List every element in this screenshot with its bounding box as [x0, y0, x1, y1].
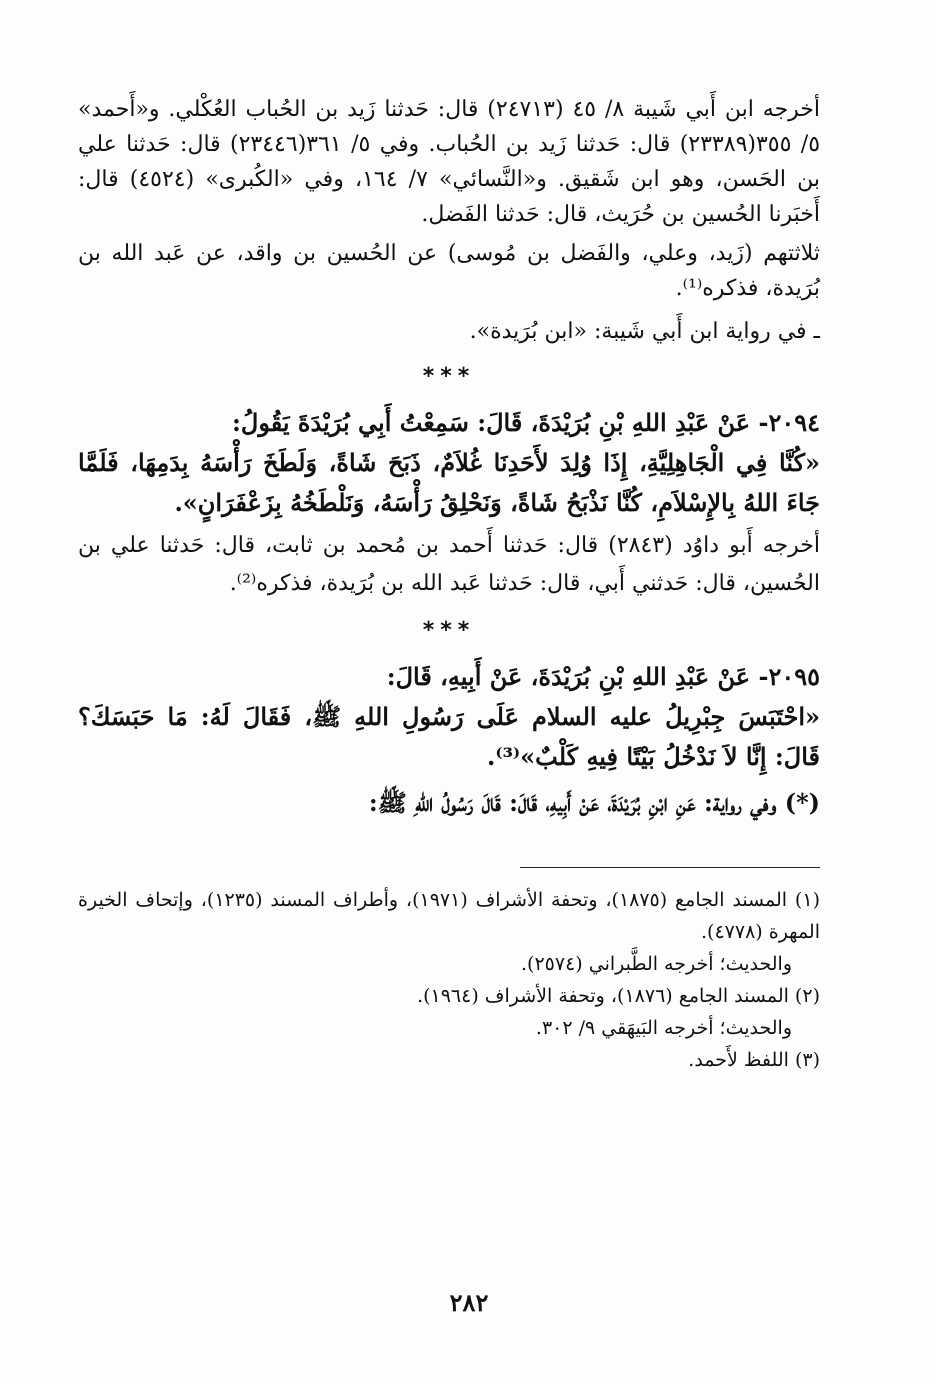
section-separator: *** — [422, 618, 476, 643]
hadith-2095 — [78, 657, 820, 823]
section-separator: *** — [422, 364, 476, 389]
footnote-divider — [520, 867, 820, 868]
narrators-paragraph: ثلاثتهم (زَيد، وعلي، والفَضل بن مُوسى) عن الحُسين بن واقد، عن عَبد الله بن بُرَيدة، فذكره⁽¹⁾. — [78, 241, 820, 301]
takhrij-paragraph: أخرجه ابن أَبي شَيبة ٨/ ٤٥ (٢٤٧١٣) قال: حَدثنا زَيد بن الحُباب العُكْلي. و«أَحمد» ٥/ ٣٥٥(٢٣٣٨٩) قال: حَدثنا زَيد بن الحُباب. وفي ٥/ ٣٦١(٢٣٤٤٦) قال: حَدثنا علي بن الحَسن، وهو ابن شَقيق. و«النَّسائي» ٧/ ١٦٤، وفي «الكُبرى» (٤٥٢٤) قال: أَخبَرنا الحُسين بن حُرَيث، قال: حَدثنا الفَضل. — [78, 97, 821, 227]
footnote: (١) المسند الجامع (١٨٧٥)، وتحفة الأشراف (١٩٧١)، وأطراف المسند (١٢٣٥)، وإتحاف الخيرة المهرة (٤٧٧٨). — [78, 889, 820, 943]
hadith-lead: ٢٠٩٥- عَنْ عَبْدِ اللهِ بْنِ بُرَيْدَةَ، عَنْ أَبِيهِ، قَالَ: — [386, 662, 820, 691]
hadith-text: «كُنَّا فِي الْجَاهِلِيَّةِ، إِذَا وُلِدَ لأَحَدِنَا غُلاَمٌ، ذَبَحَ شَاةً، وَلَطَخَ رَأْسَهُ بِدَمِهَا، فَلَمَّا جَاءَ اللهُ بِالإِسْلاَمِ، كُنَّا نَذْبَحُ شَاةً، وَنَحْلِقُ رَأْسَهُ، وَنَلْطَخُهُ بِزَعْفَرَانٍ». — [78, 448, 820, 517]
variant-note: ـ في رواية ابن أَبي شَيبة: «ابن بُرَيدة». — [469, 319, 820, 344]
footnote: والحديث؛ أخرجه البَيهَقي ٩/ ٣٠٢. — [535, 1017, 792, 1039]
hadith-lead: ٢٠٩٤- عَنْ عَبْدِ اللهِ بْنِ بُرَيْدَةَ، قَالَ: سَمِعْتُ أَبِي بُرَيْدَةَ يَقُولُ: — [232, 408, 820, 437]
hadith-2094 — [78, 403, 820, 523]
page-number: ٢٨٢ — [449, 1288, 489, 1317]
hadith-variant: (*) وفي رواية: عَنِ ابْنِ بُرَيْدَةَ، عَنْ أَبِيهِ، قَالَ: قَالَ رَسُولُ اللهِ ﷺ: — [368, 788, 820, 817]
hadith-takhrij: أخرجه أَبو داوُد (٢٨٤٣) قال: حَدثنا أَحمد بن مُحمد بن ثابت، قال: حَدثنا علي بن الحُسين، قال: حَدثني أَبي، قال: حَدثنا عَبد الله بن بُرَيدة، فذكره⁽²⁾. — [78, 533, 820, 596]
footnotes — [78, 884, 820, 1076]
footnote: (٣) اللفظ لأَحمد. — [688, 1049, 820, 1071]
hadith-text: «احْتَبَسَ جِبْرِيلُ عليه السلام عَلَى رَسُولِ اللهِ ﷺ، فَقَالَ لَهُ: مَا حَبَسَكَ؟ قَالَ: إِنَّا لاَ نَدْخُلُ بَيْتًا فِيهِ كَلْبٌ»⁽³⁾. — [78, 702, 820, 771]
footnote: والحديث؛ أخرجه الطَّبراني (٢٥٧٤). — [521, 953, 792, 975]
intro-section — [78, 92, 820, 349]
footnote: (٢) المسند الجامع (١٨٧٦)، وتحفة الأشراف (١٩٦٤). — [417, 985, 820, 1007]
